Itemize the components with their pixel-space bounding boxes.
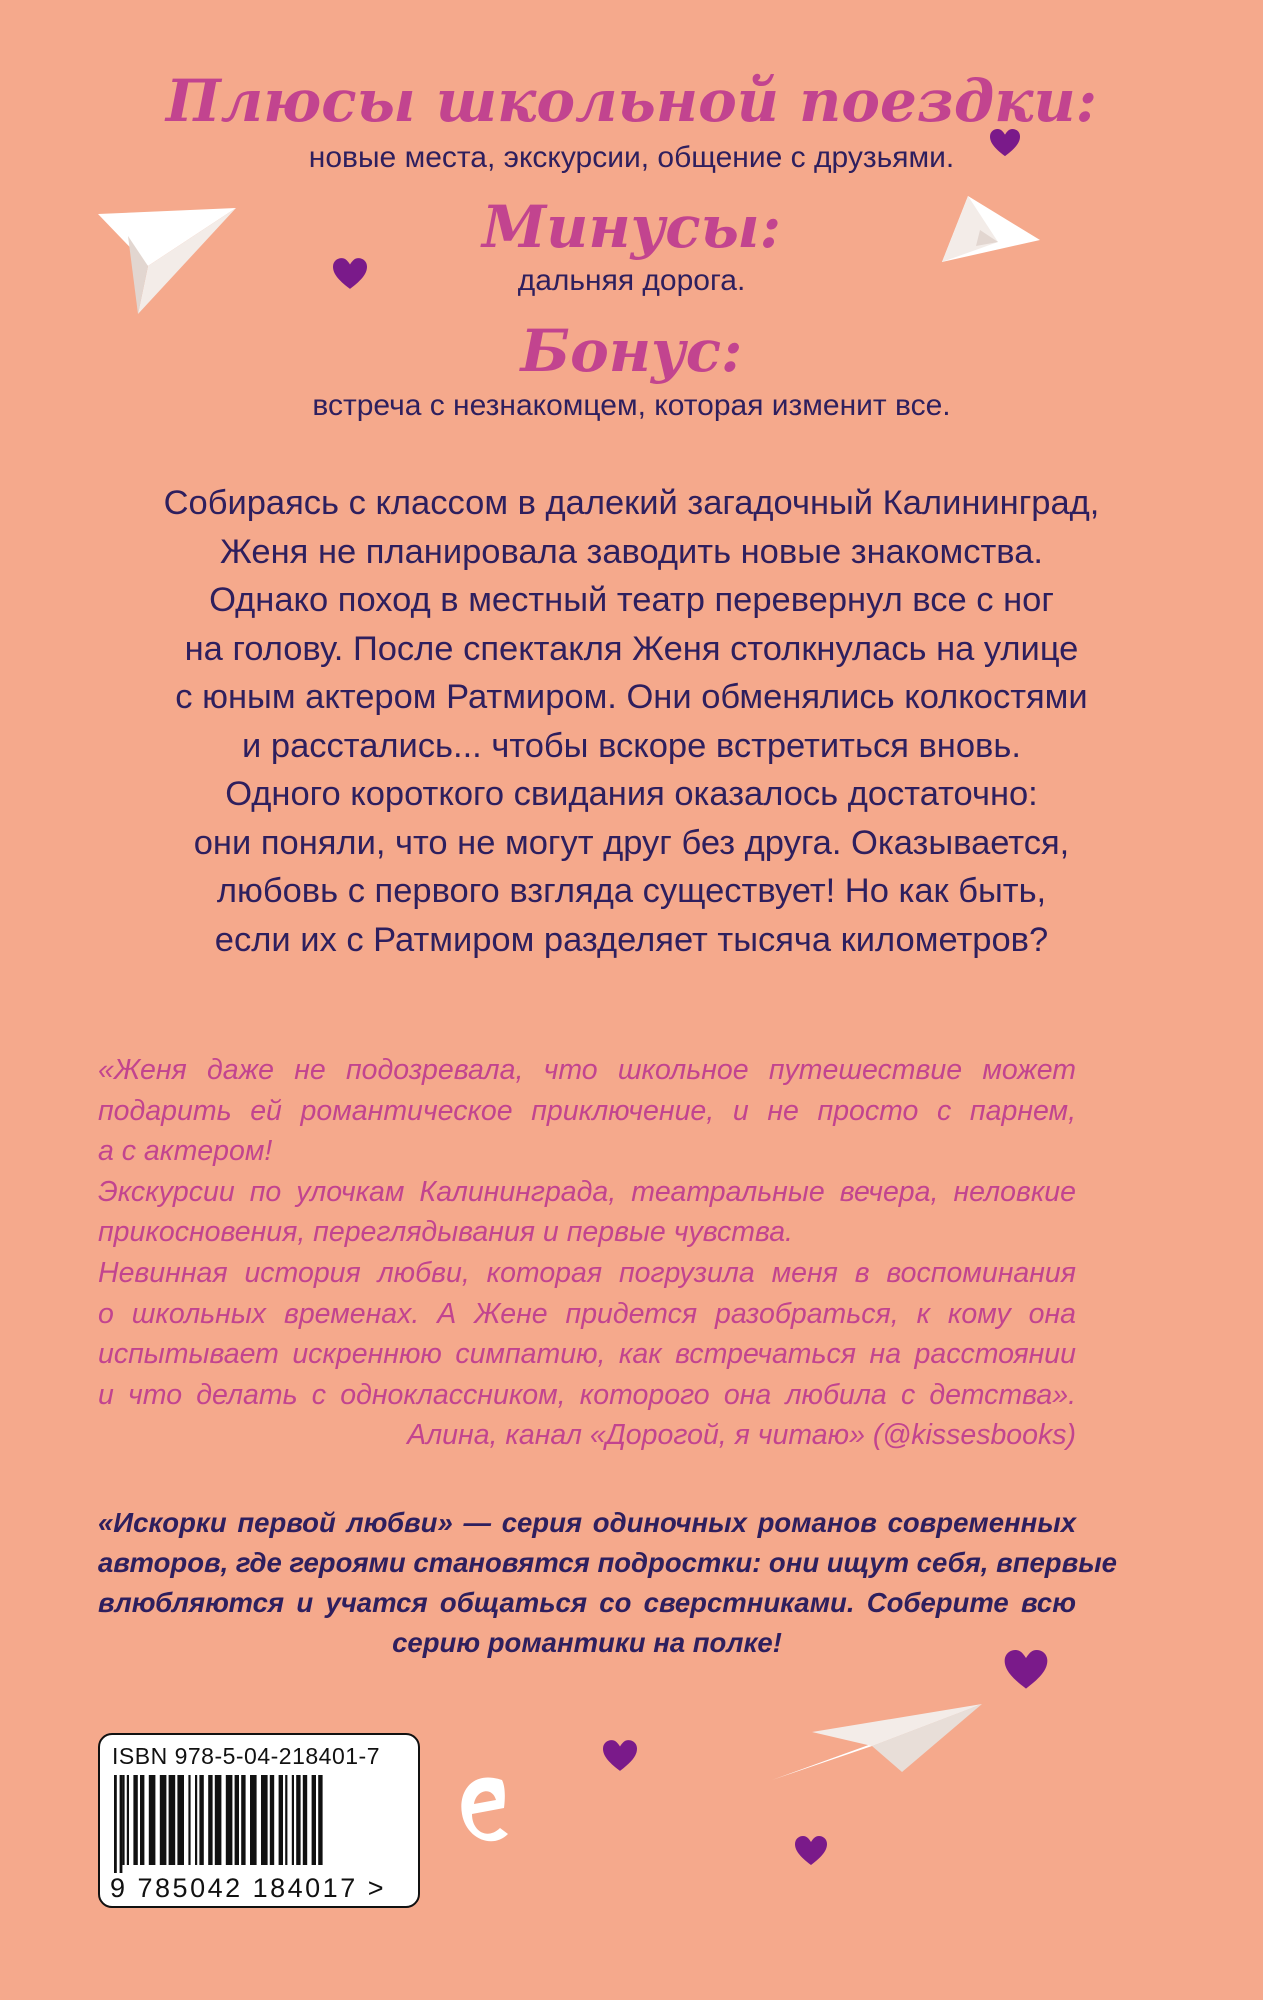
series-description xyxy=(98,1503,1117,1663)
barcode-bar xyxy=(169,1775,176,1865)
barcode-bar xyxy=(226,1775,233,1865)
annotation xyxy=(90,479,1173,964)
review-quote xyxy=(98,1050,1076,1456)
barcode-bar xyxy=(312,1775,316,1865)
annotation-line: если их с Ратмиром разделяет тысяча километров? xyxy=(214,920,1049,959)
bonus-text: встреча с незнакомцем, которая изменит все. xyxy=(312,389,951,422)
series-line: «Искорки первой любви» — серия одиночных романов современных xyxy=(98,1507,1076,1538)
barcode-bar xyxy=(114,1775,117,1873)
heart-icon xyxy=(795,1836,827,1866)
annotation-line: на голову. После спектакля Женя столкнулась на улице xyxy=(184,629,1079,668)
review-line: а с актером! xyxy=(98,1135,273,1168)
series-line: авторов, где героями становятся подростки: они ищут себя, впервые xyxy=(98,1547,1117,1578)
barcode-bar xyxy=(188,1775,190,1865)
isbn-label: ISBN 978-5-04-218401-7 xyxy=(112,1743,380,1769)
annotation-line: Собираясь с классом в далекий загадочный Калининград, xyxy=(163,484,1100,522)
annotation-line: Женя не планировала заводить новые знакомства. xyxy=(220,532,1043,571)
review-line: прикосновения, переглядывания и первые чувства. xyxy=(98,1216,793,1249)
barcode-bar xyxy=(279,1775,283,1865)
barcode-bar xyxy=(177,1775,184,1865)
heart-icon xyxy=(1004,1650,1048,1690)
annotation-line: любовь с первого взгляда существует! Но как быть, xyxy=(216,872,1047,910)
barcode-digits: 9 785042 184017 > xyxy=(110,1873,386,1903)
review-line: о школьных временах. А Жене придется разобраться, к кому она xyxy=(98,1297,1076,1330)
barcode-bar xyxy=(261,1775,268,1865)
barcode-box xyxy=(98,1733,420,1908)
barcode-bar xyxy=(120,1775,123,1873)
annotation-line: они поняли, что не могут друг без друга. Оказывается, xyxy=(193,823,1070,862)
cons-title: Минусы: xyxy=(481,193,782,261)
barcode-bar xyxy=(133,1775,137,1865)
annotation-line: Однако поход в местный театр перевернул все с ног xyxy=(209,581,1054,619)
cons-text: дальняя дорога. xyxy=(517,264,746,297)
barcode-bar xyxy=(235,1775,239,1865)
barcode-bar xyxy=(208,1775,212,1865)
paper-plane-icon xyxy=(98,204,238,316)
review-line: испытывает искреннюю симпатию, как встречаться на расстоянии xyxy=(98,1338,1076,1371)
barcode-bar xyxy=(270,1775,274,1865)
annotation-line: и расстались... чтобы вскоре встретиться вновь. xyxy=(242,726,1021,765)
barcode-bar xyxy=(318,1775,322,1865)
barcode-bar xyxy=(250,1775,257,1865)
paper-plane-icon xyxy=(772,1702,984,1782)
barcode-bar xyxy=(303,1775,307,1865)
heart-icon xyxy=(603,1740,637,1772)
barcode-bar xyxy=(215,1775,222,1865)
review-line: «Женя даже не подозревала, что школьное путешествие может xyxy=(98,1054,1076,1086)
publisher-logo-icon xyxy=(452,1762,514,1862)
barcode-bar xyxy=(296,1775,300,1865)
review-line: Невинная история любви, которая погрузила меня в воспоминания xyxy=(98,1256,1076,1289)
barcode-bar xyxy=(199,1775,203,1865)
heart-icon xyxy=(990,128,1020,158)
heart-icon xyxy=(333,258,367,290)
series-line: влюбляются и учатся общаться со сверстниками. Соберите всю xyxy=(98,1587,1076,1618)
barcode-bar xyxy=(241,1775,245,1865)
barcode-bar xyxy=(149,1775,156,1865)
review-line: и что делать с одноклассником, которого она любила с детства». xyxy=(98,1378,1076,1411)
barcode-bar xyxy=(292,1775,294,1865)
pros-text: новые места, экскурсии, общение с друзьями. xyxy=(308,141,955,174)
barcode-bar xyxy=(195,1775,197,1865)
barcode-bar xyxy=(140,1775,144,1865)
review-attribution: Алина, канал «Дорогой, я читаю» (@kissesbooks) xyxy=(407,1419,1076,1452)
barcode-bars xyxy=(112,1775,410,1873)
bonus-title: Бонус: xyxy=(520,317,743,385)
barcode-bar xyxy=(160,1775,167,1865)
paper-plane-icon xyxy=(940,196,1040,268)
pros-title: Плюсы школьной поездки: xyxy=(165,67,1098,135)
barcode-bar xyxy=(285,1775,287,1865)
barcode-bar xyxy=(122,1775,124,1865)
review-line: подарить ей романтическое приключение, и не просто с парнем, xyxy=(98,1094,1076,1127)
review-line: Экскурсии по улочкам Калининграда, театральные вечера, неловкие xyxy=(98,1175,1076,1208)
barcode-bar xyxy=(127,1775,129,1865)
annotation-line: Одного короткого свидания оказалось достаточно: xyxy=(225,775,1038,813)
series-line: серию романтики на полке! xyxy=(392,1627,782,1658)
annotation-line: с юным актером Ратмиром. Они обменялись колкостями xyxy=(175,678,1088,716)
